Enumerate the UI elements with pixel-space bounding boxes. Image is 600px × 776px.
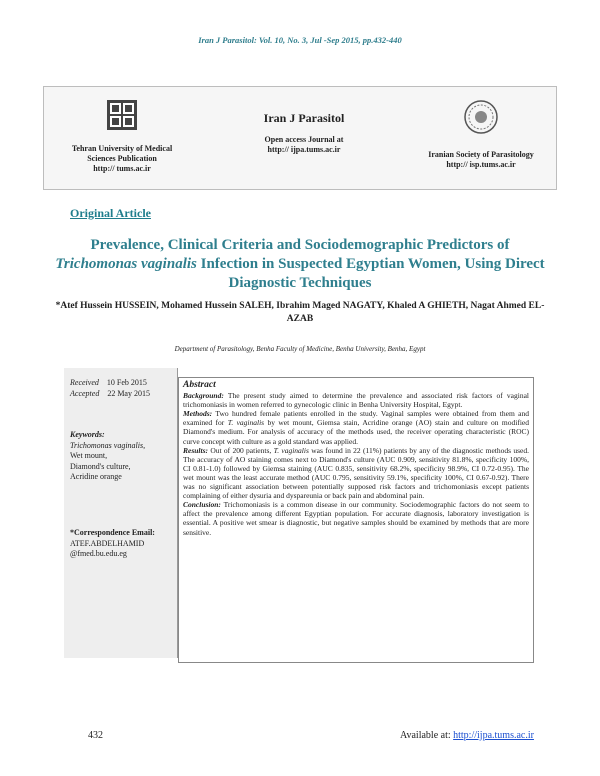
keyword-item: Diamond's culture, bbox=[70, 461, 131, 471]
running-head: Iran J Parasitol: Vol. 10, No. 3, Jul -Sep 2015, pp.432-440 bbox=[198, 35, 402, 45]
results-species: T. vaginalis bbox=[273, 445, 309, 455]
received-date: 10 Feb 2015 bbox=[106, 378, 147, 387]
conclusion-text: Trichomoniasis is a common disease in our community. Sociodemographic factors do not seem to affect the prevalence among different Egyptian population. For accurate diagnosis, laboratory investigation is essential. A positive wet smear is diagnostic, but negative samples should be examined by methods that are more sensitive. bbox=[183, 500, 529, 537]
accepted-label: Accepted bbox=[70, 388, 100, 398]
methods-text-1: Two hundred female patients enrolled in the study. Vaginal samples were obtained from them and examined for bbox=[183, 409, 529, 428]
received-label: Received bbox=[70, 378, 99, 387]
society-name: Iranian Society of Parasitology bbox=[428, 150, 534, 159]
methods-label: Methods: bbox=[183, 409, 213, 419]
results-text-2: was found in 22 (11%) patients by any of the diagnostic methods used. The accuracy of AO staining comes next to Diamond's culture (AUC 0.909, sensitivity 81.8%, specificity 100%, CI 0.81-1.0) followed by Giemsa staining (AUC 0.835, sensitivity 68.2%, specificity 98.9%, CI 0.72-0.95). The wet mount was the least accurate method (AUC 0.795, sensitivity 59.1%, specificity 100%, CI 0.67-0.92). There was no significant association between potentially supposed risk factors and trichomoniasis except patients complaining of either dysuria and dyspareunia or back pain and abdominal pain. bbox=[183, 445, 529, 501]
correspondence-email-line1[interactable]: ATEF.ABDELHAMID bbox=[70, 538, 145, 548]
publisher-block bbox=[52, 99, 192, 174]
author-list: *Atef Hussein HUSSEIN, Mohamed Hussein SALEH, Ibrahim Maged NAGATY, Khaled A GHIETH, Nagat Ahmed EL-AZAB bbox=[55, 301, 545, 324]
correspondence-email-line2[interactable]: @fmed.bu.edu.eg bbox=[70, 549, 127, 558]
background-label: Background: bbox=[183, 391, 224, 401]
journal-title: Iran J Parasitol bbox=[263, 111, 345, 125]
keywords-heading: Keywords: bbox=[70, 430, 105, 439]
journal-block bbox=[229, 113, 379, 155]
publisher-url[interactable]: http:// tums.ac.ir bbox=[93, 164, 151, 173]
accepted-date: 22 May 2015 bbox=[107, 388, 150, 398]
methods-text-2: by wet mount, Giemsa stain, Acridine orange (AO) stain and culture on modified Diamond's medium. For analysis of accuracy of the methods used, the receiver operating characteristic (ROC) curve concept with culture as a gold standard was applied. bbox=[183, 418, 529, 446]
affiliation: Department of Parasitology, Benha Faculty of Medicine, Benha University, Benha, Egypt bbox=[174, 345, 426, 353]
availability-note bbox=[400, 730, 534, 741]
article-dates bbox=[70, 378, 150, 399]
received-row bbox=[70, 378, 150, 389]
publisher-line2: Sciences Publication bbox=[87, 154, 157, 163]
journal-access-line: Open access Journal at bbox=[264, 135, 344, 144]
availability-link[interactable]: http://ijpa.tums.ac.ir bbox=[453, 730, 534, 741]
page-number: 432 bbox=[88, 730, 103, 741]
keyword-item: Trichomonas vaginalis, bbox=[70, 440, 146, 450]
background-text: The present study aimed to determine the prevalence and associated risk factors of vaginal trichomoniasis in women referred to gynecologic clinic in Benha University Hospital, Egypt. bbox=[183, 391, 529, 410]
correspondence-section bbox=[70, 528, 178, 560]
parasitology-society-seal-icon bbox=[463, 99, 499, 135]
society-block bbox=[406, 99, 556, 170]
title-species: Trichomonas vaginalis bbox=[55, 256, 197, 272]
abstract-box bbox=[178, 377, 534, 663]
abstract-conclusion bbox=[183, 500, 529, 536]
correspondence-heading: *Correspondence Email: bbox=[70, 528, 155, 537]
accepted-row bbox=[70, 389, 150, 400]
journal-header bbox=[43, 86, 557, 190]
conclusion-label: Conclusion: bbox=[183, 500, 221, 510]
article-meta-panel bbox=[64, 368, 178, 658]
methods-species: T. vaginalis bbox=[227, 418, 265, 428]
abstract-heading: Abstract bbox=[183, 380, 216, 390]
article-title bbox=[40, 236, 560, 293]
keywords-section bbox=[70, 430, 174, 483]
article-type: Original Article bbox=[70, 206, 151, 220]
keyword-item: Acridine orange bbox=[70, 472, 122, 481]
availability-label: Available at: bbox=[400, 730, 454, 741]
tehran-university-logo-icon bbox=[106, 99, 138, 131]
title-part2: Infection in Suspected Egyptian Women, Using Direct Diagnostic Techniques bbox=[196, 256, 545, 291]
results-text-1: Out of 200 patients, bbox=[208, 445, 274, 455]
keyword-item: Wet mount, bbox=[70, 451, 108, 460]
results-label: Results: bbox=[183, 445, 209, 455]
society-url[interactable]: http:// isp.tums.ac.ir bbox=[446, 160, 516, 169]
abstract-background bbox=[183, 391, 529, 409]
publisher-line1: Tehran University of Medical bbox=[71, 144, 173, 153]
abstract-methods bbox=[183, 409, 529, 445]
title-part1: Prevalence, Clinical Criteria and Sociodemographic Predictors of bbox=[90, 237, 510, 253]
journal-url[interactable]: http:// ijpa.tums.ac.ir bbox=[267, 145, 341, 154]
abstract-results bbox=[183, 446, 529, 501]
